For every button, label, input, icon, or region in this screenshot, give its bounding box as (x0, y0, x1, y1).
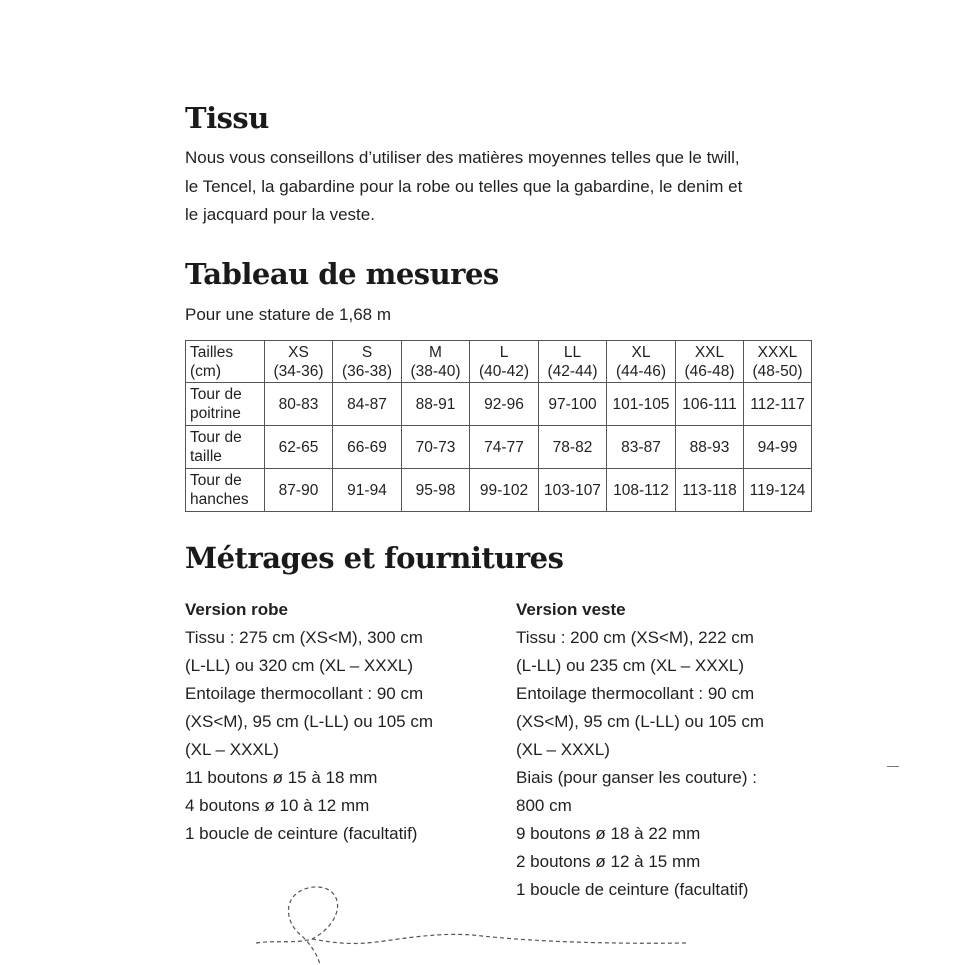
list-item: (XL – XXXL) (185, 740, 279, 759)
version-robe-title: Version robe (185, 600, 288, 619)
table-cell: 119-124 (744, 469, 812, 512)
table-cell: 66-69 (333, 426, 402, 469)
list-item: Tissu : 275 cm (XS<M), 300 cm (185, 628, 423, 647)
size-header-cell: M (38-40) (402, 341, 470, 383)
table-cell: 97-100 (539, 383, 607, 426)
table-cell: 112-117 (744, 383, 812, 426)
table-cell: 108-112 (607, 469, 676, 512)
table-cell: 83-87 (607, 426, 676, 469)
table-cell: 74-77 (470, 426, 539, 469)
table-cell: 92-96 (470, 383, 539, 426)
row-label: Tour de hanches (186, 469, 265, 512)
tissu-line: le jacquard pour la veste. (185, 205, 375, 224)
version-veste-title: Version veste (516, 600, 626, 619)
list-item: 2 boutons ø 12 à 15 mm (516, 852, 701, 871)
table-cell: 84-87 (333, 383, 402, 426)
list-item: Tissu : 200 cm (XS<M), 222 cm (516, 628, 754, 647)
table-cell: 103-107 (539, 469, 607, 512)
tissu-line: le Tencel, la gabardine pour la robe ou telles que la gabardine, le denim et (185, 176, 743, 196)
mesures-subtitle: Pour une stature de 1,68 m (185, 305, 392, 324)
table-cell: 88-93 (676, 426, 744, 469)
table-cell: 80-83 (265, 383, 333, 426)
list-item: 800 cm (516, 796, 572, 815)
list-item: (L-LL) ou 235 cm (XL – XXXL) (516, 656, 745, 675)
list-item: 9 boutons ø 18 à 22 mm (516, 824, 701, 843)
table-cell: 113-118 (676, 469, 744, 512)
size-header-cell: XS (34-36) (265, 341, 333, 383)
list-item: 4 boutons ø 10 à 12 mm (185, 796, 370, 815)
list-item: (XS<M), 95 cm (L-LL) ou 105 cm (185, 712, 434, 731)
metrages-heading: Métrages et fournitures (185, 541, 564, 575)
tissu-line: Nous vous conseillons d’utiliser des matières moyennes telles que le twill, (185, 148, 740, 167)
list-item: 1 boucle de ceinture (facultatif) (185, 824, 418, 843)
table-cell: 70-73 (402, 426, 470, 469)
mesures-heading: Tableau de mesures (185, 257, 499, 291)
table-header-label: Tailles (cm) (186, 341, 265, 383)
list-item: (L-LL) ou 320 cm (XL – XXXL) (185, 656, 414, 675)
list-item: Biais (pour ganser les couture) : (516, 768, 757, 787)
size-header-cell: L (40-42) (470, 341, 539, 383)
table-cell: 94-99 (744, 426, 812, 469)
table-cell: 99-102 (470, 469, 539, 512)
size-header-cell: LL (42-44) (539, 341, 607, 383)
table-cell: 78-82 (539, 426, 607, 469)
list-item: (XL – XXXL) (516, 740, 610, 759)
list-item: Entoilage thermocollant : 90 cm (185, 684, 424, 703)
table-cell: 95-98 (402, 469, 470, 512)
tissu-heading: Tissu (185, 101, 269, 135)
size-header-cell: S (36-38) (333, 341, 402, 383)
row-label: Tour de taille (186, 426, 265, 469)
table-cell: 62-65 (265, 426, 333, 469)
table-cell: 88-91 (402, 383, 470, 426)
list-item: Entoilage thermocollant : 90 cm (516, 684, 755, 703)
size-header-cell: XXXL (48-50) (744, 341, 812, 383)
size-header-cell: XL (44-46) (607, 341, 676, 383)
row-label: Tour de poitrine (186, 383, 265, 426)
table-cell: 91-94 (333, 469, 402, 512)
list-item: (XS<M), 95 cm (L-LL) ou 105 cm (516, 712, 765, 731)
size-header-cell: XXL (46-48) (676, 341, 744, 383)
list-item: 11 boutons ø 15 à 18 mm (185, 768, 378, 787)
table-cell: 101-105 (607, 383, 676, 426)
table-cell: 87-90 (265, 469, 333, 512)
table-cell: 106-111 (676, 383, 744, 426)
list-item: 1 boucle de ceinture (facultatif) (516, 880, 749, 899)
